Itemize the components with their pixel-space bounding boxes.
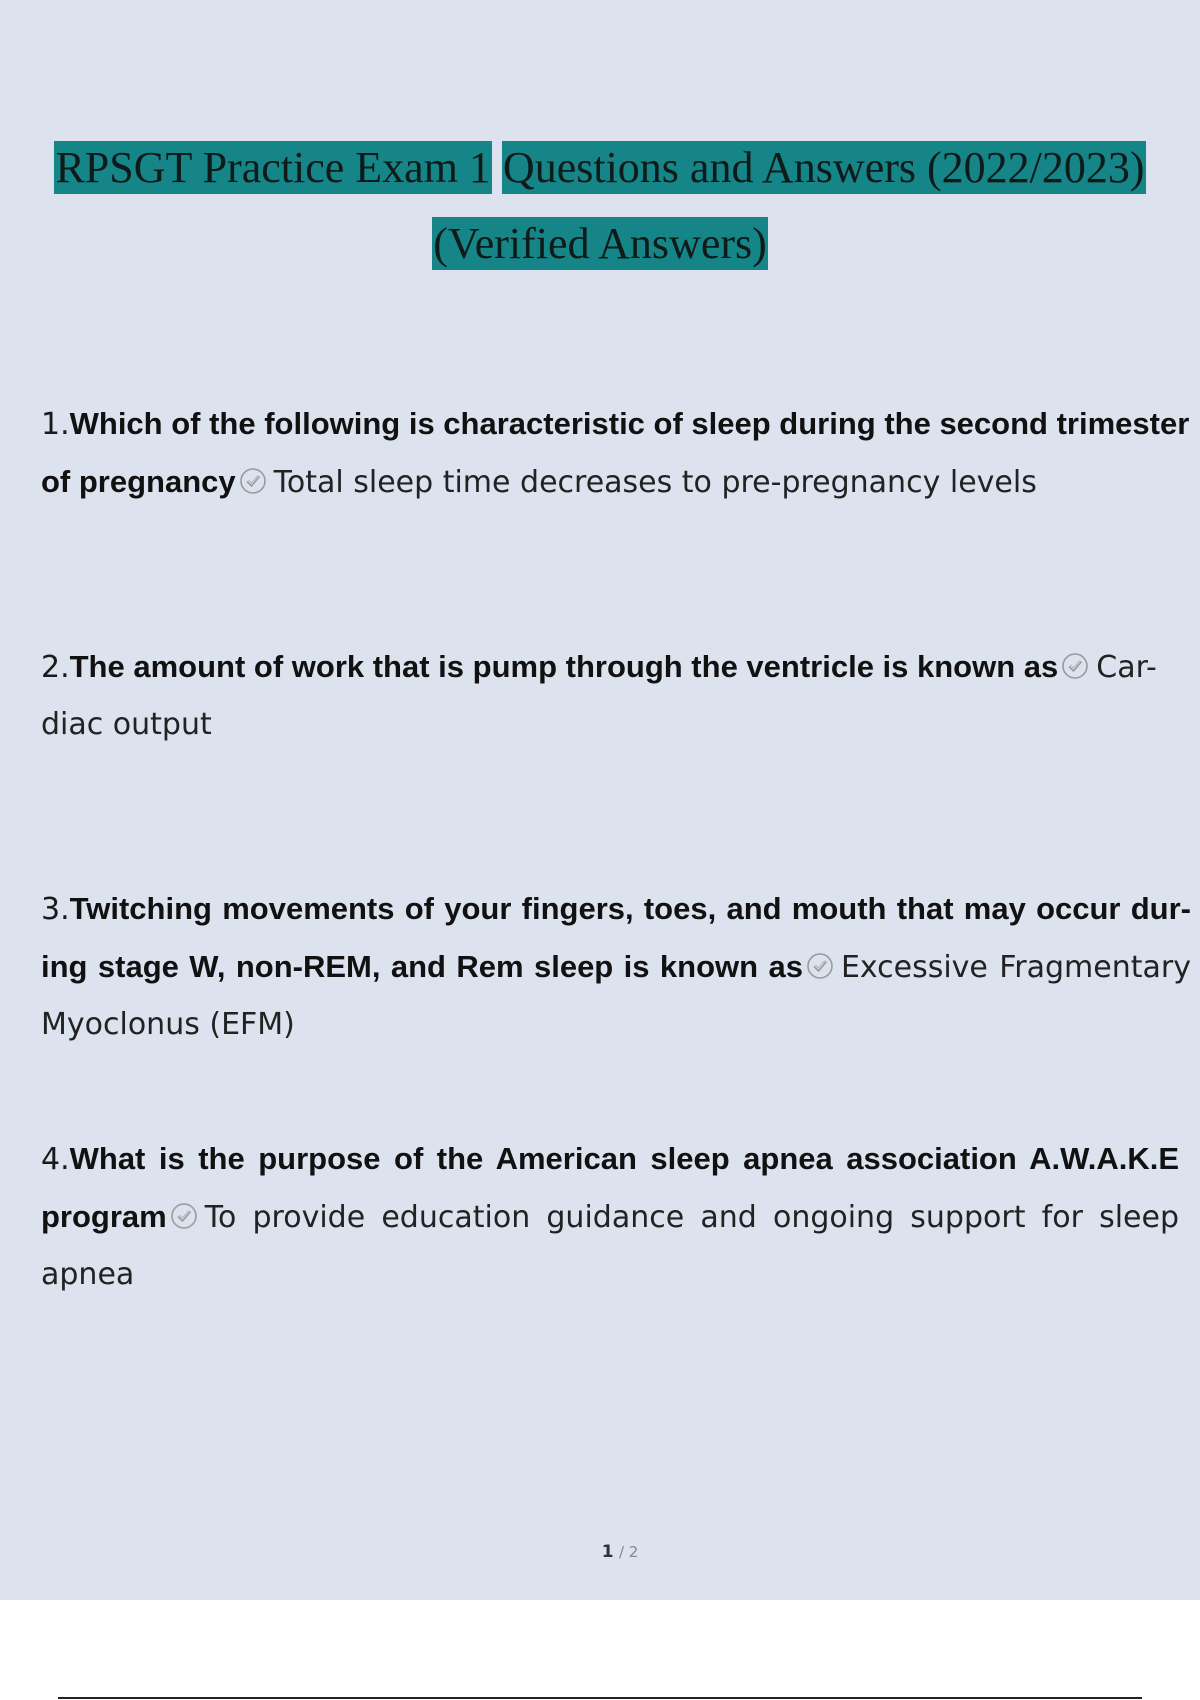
item-number: 2. [41,650,70,685]
title-part-2: Questions and Answers (2022/2023) [502,143,1145,192]
question-text: What is the purpose of the American sleep apnea association A.W.A.K.E program [41,1141,1179,1234]
qa-item-2 [41,638,1191,753]
highlight-gap [492,138,502,190]
item-number: 4. [41,1142,70,1177]
item-number: 3. [41,892,70,927]
question-text: Twitching movements of your fingers, toes, and mouth that may occur dur- ing stage W, non-REM, and Rem sleep is known as [41,891,1191,984]
document-title [0,130,1200,282]
question-text: Which of the following is characteristic of sleep during the second trimester of pregnancy [41,406,1190,499]
title-line-1 [0,130,1200,206]
answer-text: Car- diac output [41,650,1157,742]
answer-text: To provide education guidance and ongoing support for sleep apnea [41,1200,1179,1292]
title-part-1: RPSGT Practice Exam 1 [55,143,491,192]
answer-text: Total sleep time decreases to pre-pregnancy levels [273,465,1037,500]
check-circle-icon [238,466,268,496]
qa-item-3 [41,880,1191,1053]
check-circle-icon [805,951,835,981]
answer-text: Excessive Fragmentary Myoclonus (EFM) [41,950,1191,1042]
next-page-top-rule [58,1697,1142,1699]
total-pages: / 2 [618,1543,639,1561]
item-number: 1. [41,407,70,442]
current-page: 1 [601,1542,614,1562]
title-subtitle: (Verified Answers) [433,219,767,268]
check-circle-icon [169,1201,199,1231]
question-text: The amount of work that is pump through the ventricle is known as [69,649,1059,684]
qa-item-4 [41,1130,1179,1303]
check-circle-icon [1060,651,1090,681]
qa-item-1 [41,395,1191,511]
page-indicator [0,1542,1200,1562]
title-line-2 [0,206,1200,282]
